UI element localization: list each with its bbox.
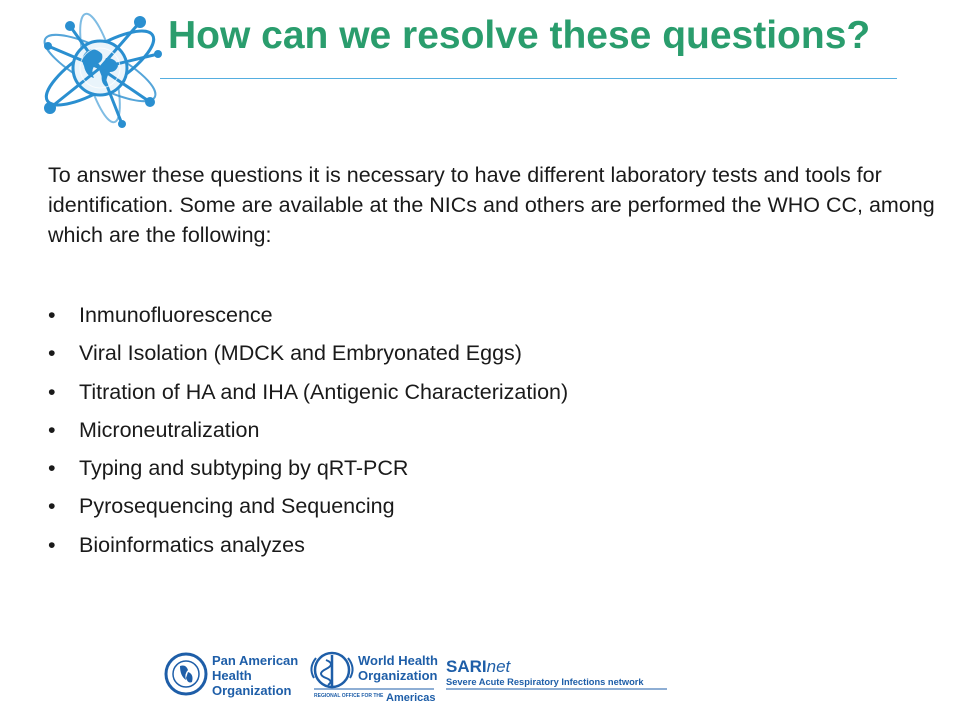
sarinet-brand-italic: net [486,657,511,676]
who-region-name: Americas [386,692,436,704]
bullet-icon: • [48,494,56,519]
bullet-icon: • [48,532,56,557]
paho-name-line1: Pan American [212,653,299,668]
sarinet-brand [446,657,512,676]
paho-name-line2: Health [212,668,252,683]
bullet-icon: • [48,379,56,404]
intro-paragraph: To answer these questions it is necessary to have different laboratory tests and tools for identification. Some are available at the NICs and others are performed the WHO CC, among which are the following: [48,163,935,247]
who-regional-prefix: REGIONAL OFFICE FOR THE [314,693,384,699]
list-item [48,451,568,489]
bullet-icon: • [48,341,56,366]
list-item [48,375,568,413]
title-divider [160,78,897,79]
list-item [48,413,568,451]
who-emblem-icon [311,653,352,687]
footer-logos [164,648,674,708]
paho-name-line3: Organization [212,683,292,698]
who-name-line2: Organization [358,668,438,683]
list-item-text: Titration of HA and IHA (Antigenic Characterization) [79,379,569,404]
sarinet-tagline: Severe Acute Respiratory Infections network [446,677,644,687]
slide-title: How can we resolve these questions? [168,14,871,57]
list-item [48,489,568,527]
list-item-text: Inmunofluorescence [79,303,273,327]
list-item-text: Pyrosequencing and Sequencing [79,494,395,519]
who-name-line1: World Health [358,653,438,668]
bullet-icon: • [48,456,56,481]
list-item [48,336,568,374]
list-item-text: Microneutralization [79,417,260,442]
sarinet-brand-bold: SARI [446,657,487,676]
list-item [48,298,568,336]
paho-emblem-icon [166,654,206,694]
list-item-text: Typing and subtyping by qRT-PCR [79,456,409,481]
list-item-text: Bioinformatics analyzes [79,532,305,557]
globe-atom-emblem-icon [28,6,168,134]
bullet-icon: • [48,417,56,442]
list-item [48,528,568,566]
bullet-icon: • [48,303,56,327]
list-item-text: Viral Isolation (MDCK and Embryonated Eggs) [79,341,522,366]
test-list [48,298,568,566]
